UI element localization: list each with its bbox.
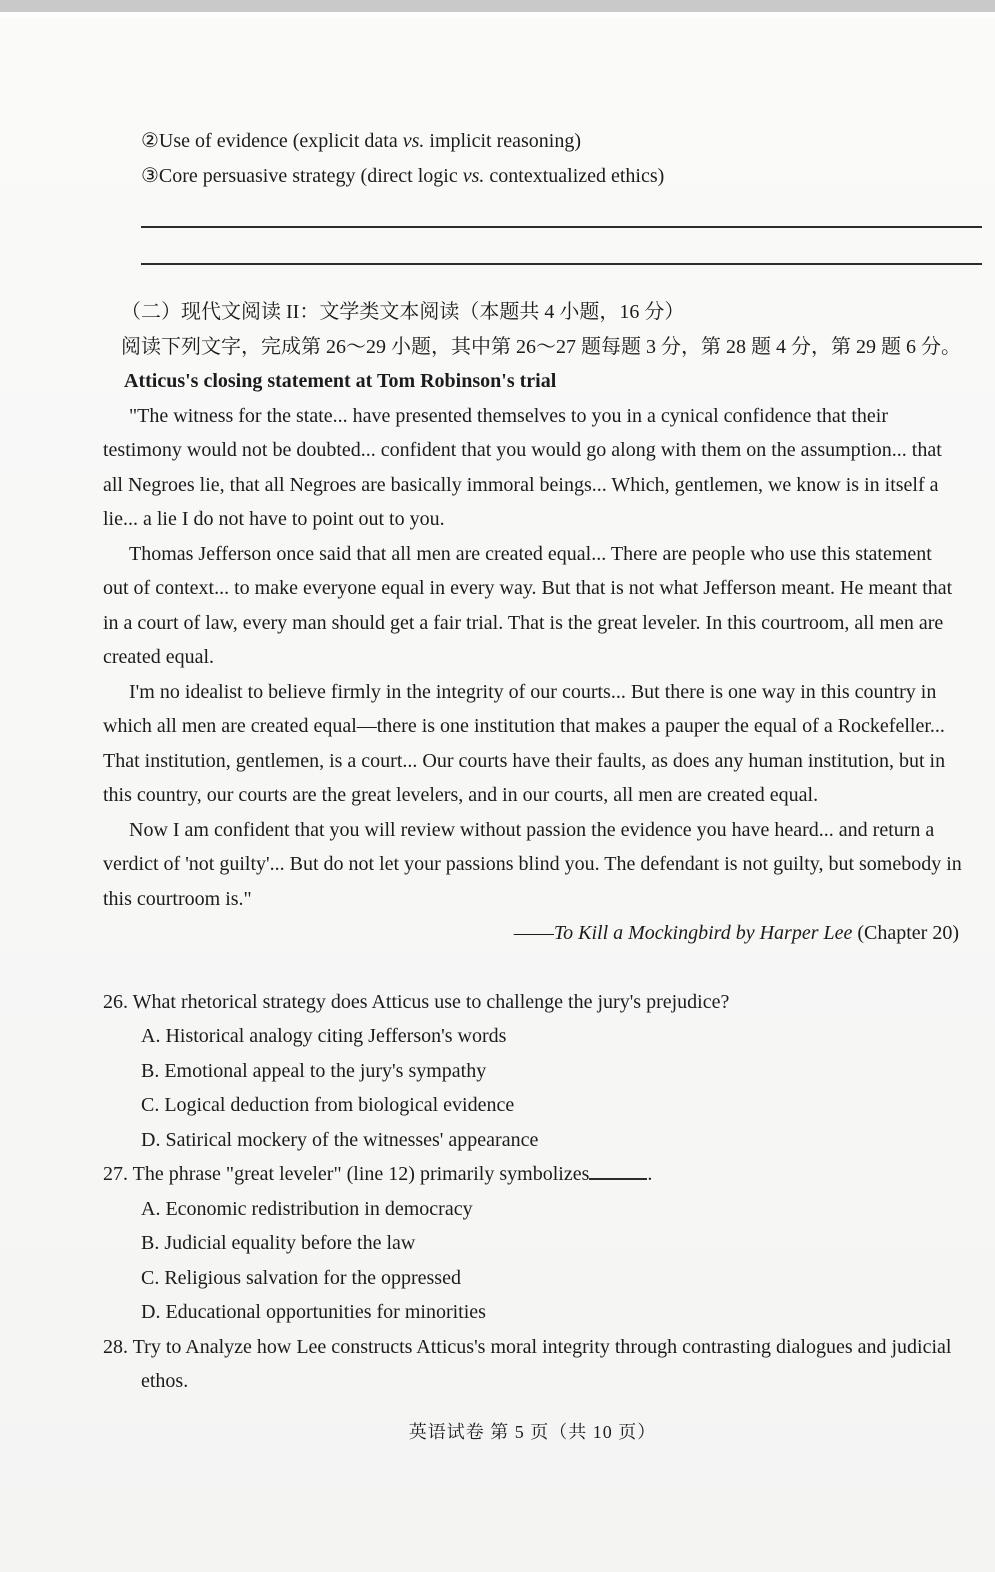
question-26-option-c: C. Logical deduction from biological evidence xyxy=(141,1094,515,1116)
question-27-option-c: C. Religious salvation for the oppressed xyxy=(141,1266,461,1289)
analysis-item-3-pre: ③Core persuasive strategy (direct logic xyxy=(141,164,463,187)
passage-paragraph-4: Now I am confident that you will review without passion the evidence you have heard... and return a verdict of 'not guilty'... But do not let your passions blind you. The defendant is not guilty, but somebody in this courtroom is." xyxy=(103,818,962,910)
passage-title: Atticus's closing statement at Tom Robinson's trial xyxy=(124,370,557,392)
passage-paragraph-1: "The witness for the state... have presented themselves to you in a cynical confidence that their testimony would not be doubted... confident that you would go along with them on the assumption... that all Negroes lie, that all Negroes are basically immoral beings... Which, gentlemen, we know is in itself a lie... a lie I do not have to point out to you. xyxy=(103,404,942,530)
attribution-suffix: (Chapter 20) xyxy=(852,922,959,944)
answer-line-2 xyxy=(141,263,982,265)
passage-attribution xyxy=(103,916,962,951)
top-white-strip xyxy=(0,12,995,18)
analysis-list xyxy=(141,124,962,193)
book-title-italic: To Kill a Mockingbird by Harper Lee xyxy=(553,922,853,944)
question-26-option-d: D. Satirical mockery of the witnesses' appearance xyxy=(141,1128,539,1151)
section-header: （二）现代文阅读 II：文学类文本阅读（本题共 4 小题，16 分） xyxy=(121,301,685,323)
analysis-item-3-post: contextualized ethics) xyxy=(484,164,665,187)
attribution-dash: —— xyxy=(513,922,554,944)
vs-italic: vs. xyxy=(402,130,425,152)
analysis-item-2 xyxy=(141,124,962,159)
top-gray-bar xyxy=(0,0,995,12)
analysis-item-2-post: implicit reasoning) xyxy=(424,130,582,152)
analysis-item-3 xyxy=(141,159,962,194)
analysis-item-2-pre: ②Use of evidence (explicit data xyxy=(141,130,403,152)
question-28-stem: 28. Try to Analyze how Lee constructs Atticus's moral integrity through contrasting dialogues and judicial ethos. xyxy=(103,1335,952,1392)
section-instructions: 阅读下列文字，完成第 26～29 小题，其中第 26～27 题每题 3 分，第 28 题 4 分，第 29 题 6 分。 xyxy=(121,335,961,358)
question-27-stem xyxy=(103,1157,962,1192)
passage-paragraph-3: I'm no idealist to believe firmly in the integrity of our courts... But there is one way in this country in which all men are created equal—there is one institution that makes a pauper the equal of a Rockefeller... That institution, gentlemen, is a court... Our courts have their faults, as does any human institution, but in this country, our courts are the great levelers, and in our courts, all men are created equal. xyxy=(103,680,946,806)
passage-paragraph-2: Thomas Jefferson once said that all men are created equal... There are people who use this statement out of context... to make everyone equal in every way. But that is not what Jefferson meant. He meant that in a court of law, every man should get a fair trial. That is the great leveler. In this courtroom, all men are created equal. xyxy=(103,542,953,668)
page-content xyxy=(0,124,995,1449)
page-footer: 英语试卷 第 5 页（共 10 页） xyxy=(408,1421,657,1442)
vs-italic: vs. xyxy=(462,164,485,187)
answer-line-1 xyxy=(141,226,982,228)
question-27-stem-text: 27. The phrase "great leveler" (line 12) primarily symbolizes xyxy=(103,1163,590,1185)
answer-blank xyxy=(589,1174,647,1180)
question-26-option-a: A. Historical analogy citing Jefferson's words xyxy=(141,1025,507,1047)
question-26-option-b: B. Emotional appeal to the jury's sympathy xyxy=(141,1059,487,1082)
question-27-option-a: A. Economic redistribution in democracy xyxy=(141,1197,473,1220)
question-27-option-b: B. Judicial equality before the law xyxy=(141,1232,416,1254)
question-27-option-d: D. Educational opportunities for minorities xyxy=(141,1301,486,1323)
question-27-stem-period: . xyxy=(647,1163,653,1185)
question-26-stem: 26. What rhetorical strategy does Atticus use to challenge the jury's prejudice? xyxy=(103,990,730,1013)
